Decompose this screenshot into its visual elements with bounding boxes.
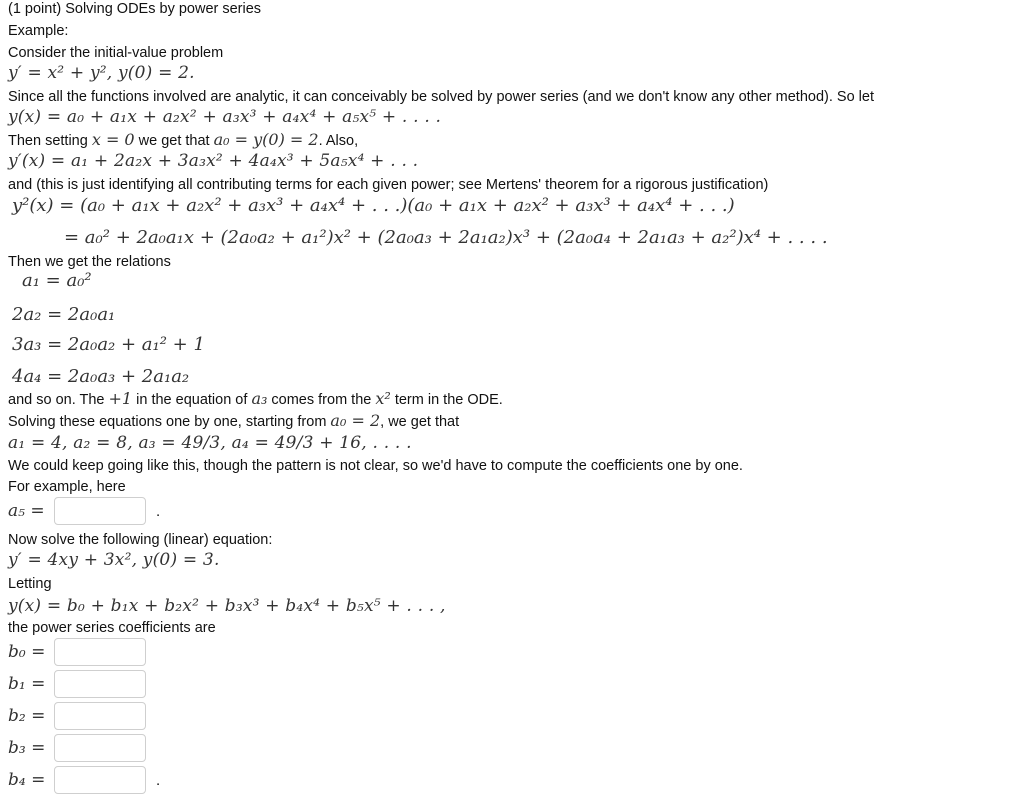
final-period: . <box>156 771 161 789</box>
problem-header: (1 point) Solving ODEs by power series <box>8 1 262 17</box>
series-yprime: y′(x) = a₁ + 2a₂x + 3a₃x² + 4a₄x³ + 5a₅x⁴ + . . . <box>8 151 419 171</box>
solving-m1: a₀ = 2 <box>330 411 381 430</box>
since-text: Since all the functions involved are analytic, it can conceivably be solved by power series (and we don't know any other method). So let <box>8 89 874 105</box>
consider-text: Consider the initial-value problem <box>8 45 224 61</box>
b3-answer-row <box>8 734 146 762</box>
then-setting-m2: a₀ = y(0) = 2 <box>213 130 319 149</box>
then-setting-text <box>8 131 358 150</box>
b2-answer-row <box>8 702 146 730</box>
identifying-text: and (this is just identifying all contributing terms for each given power; see Mertens' theorem for a rigorous justification) <box>8 177 769 193</box>
a5-answer-row <box>8 497 160 525</box>
b1-label: b₁ = <box>8 674 46 694</box>
then-setting-m1: x = 0 <box>91 130 135 149</box>
solving-text <box>8 412 459 431</box>
series-b: y(x) = b₀ + b₁x + b₂x² + b₃x³ + b₄x⁴ + b₅x⁵ + . . . , <box>8 596 446 616</box>
ysq-line-1: y²(x) = (a₀ + a₁x + a₂x² + a₃x³ + a₄x⁴ + . . .)(a₀ + a₁x + a₂x² + a₃x³ + a₄x⁴ + . . .) <box>12 195 735 216</box>
and-so-on-m1: +1 <box>108 389 133 408</box>
and-so-on-t4: term in the ODE. <box>390 392 503 408</box>
relation-3: 3a₃ = 2a₀a₂ + a₁² + 1 <box>12 334 205 355</box>
a5-input[interactable] <box>54 497 146 525</box>
b1-input[interactable] <box>54 670 146 698</box>
series-y: y(x) = a₀ + a₁x + a₂x² + a₃x³ + a₄x⁴ + a₅x⁵ + . . . . <box>8 107 442 127</box>
b3-input[interactable] <box>54 734 146 762</box>
ivp-equation-1: y′ = x² + y², y(0) = 2. <box>8 63 195 83</box>
a5-period: . <box>156 502 161 520</box>
b0-input[interactable] <box>54 638 146 666</box>
and-so-on-text <box>8 390 503 409</box>
and-so-on-t3: comes from the <box>267 392 376 408</box>
a5-label: a₅ = <box>8 501 45 521</box>
solved-values: a₁ = 4, a₂ = 8, a₃ = 49/3, a₄ = 49/3 + 16, . . . . <box>8 433 412 453</box>
then-setting-t3: . Also, <box>318 133 359 149</box>
and-so-on-m3: x² <box>375 389 391 408</box>
relation-2: 2a₂ = 2a₀a₁ <box>12 304 116 325</box>
coeffs-intro-text: the power series coefficients are <box>8 620 216 636</box>
b1-answer-row <box>8 670 146 698</box>
and-so-on-t1: and so on. The <box>8 392 109 408</box>
b0-answer-row <box>8 638 146 666</box>
then-setting-t1: Then setting <box>8 133 92 149</box>
b2-label: b₂ = <box>8 706 46 726</box>
b4-answer-row <box>8 766 160 794</box>
relations-intro: Then we get the relations <box>8 254 171 270</box>
and-so-on-m2: a₃ <box>251 389 268 408</box>
solving-t2: , we get that <box>380 414 460 430</box>
b4-label: b₄ = <box>8 770 46 790</box>
solving-t1: Solving these equations one by one, starting from <box>8 414 331 430</box>
b4-input[interactable] <box>54 766 146 794</box>
now-solve-text: Now solve the following (linear) equation: <box>8 532 273 548</box>
keep-going-text: We could keep going like this, though the pattern is not clear, so we'd have to compute the coefficients one by one. <box>8 458 743 474</box>
and-so-on-t2: in the equation of <box>132 392 252 408</box>
ysq-line-2: = a₀² + 2a₀a₁x + (2a₀a₂ + a₁²)x² + (2a₀a₃ + 2a₁a₂)x³ + (2a₀a₄ + 2a₁a₃ + a₂²)x⁴ + . . . . <box>64 227 828 248</box>
ivp-equation-2: y′ = 4xy + 3x², y(0) = 3. <box>8 550 220 570</box>
relation-4: 4a₄ = 2a₀a₃ + 2a₁a₂ <box>12 366 190 387</box>
for-example-text: For example, here <box>8 479 126 495</box>
b3-label: b₃ = <box>8 738 46 758</box>
relation-1: a₁ = a₀² <box>22 270 92 291</box>
letting-text: Letting <box>8 576 52 592</box>
b2-input[interactable] <box>54 702 146 730</box>
then-setting-t2: we get that <box>134 133 214 149</box>
example-label: Example: <box>8 23 69 39</box>
b0-label: b₀ = <box>8 642 46 662</box>
